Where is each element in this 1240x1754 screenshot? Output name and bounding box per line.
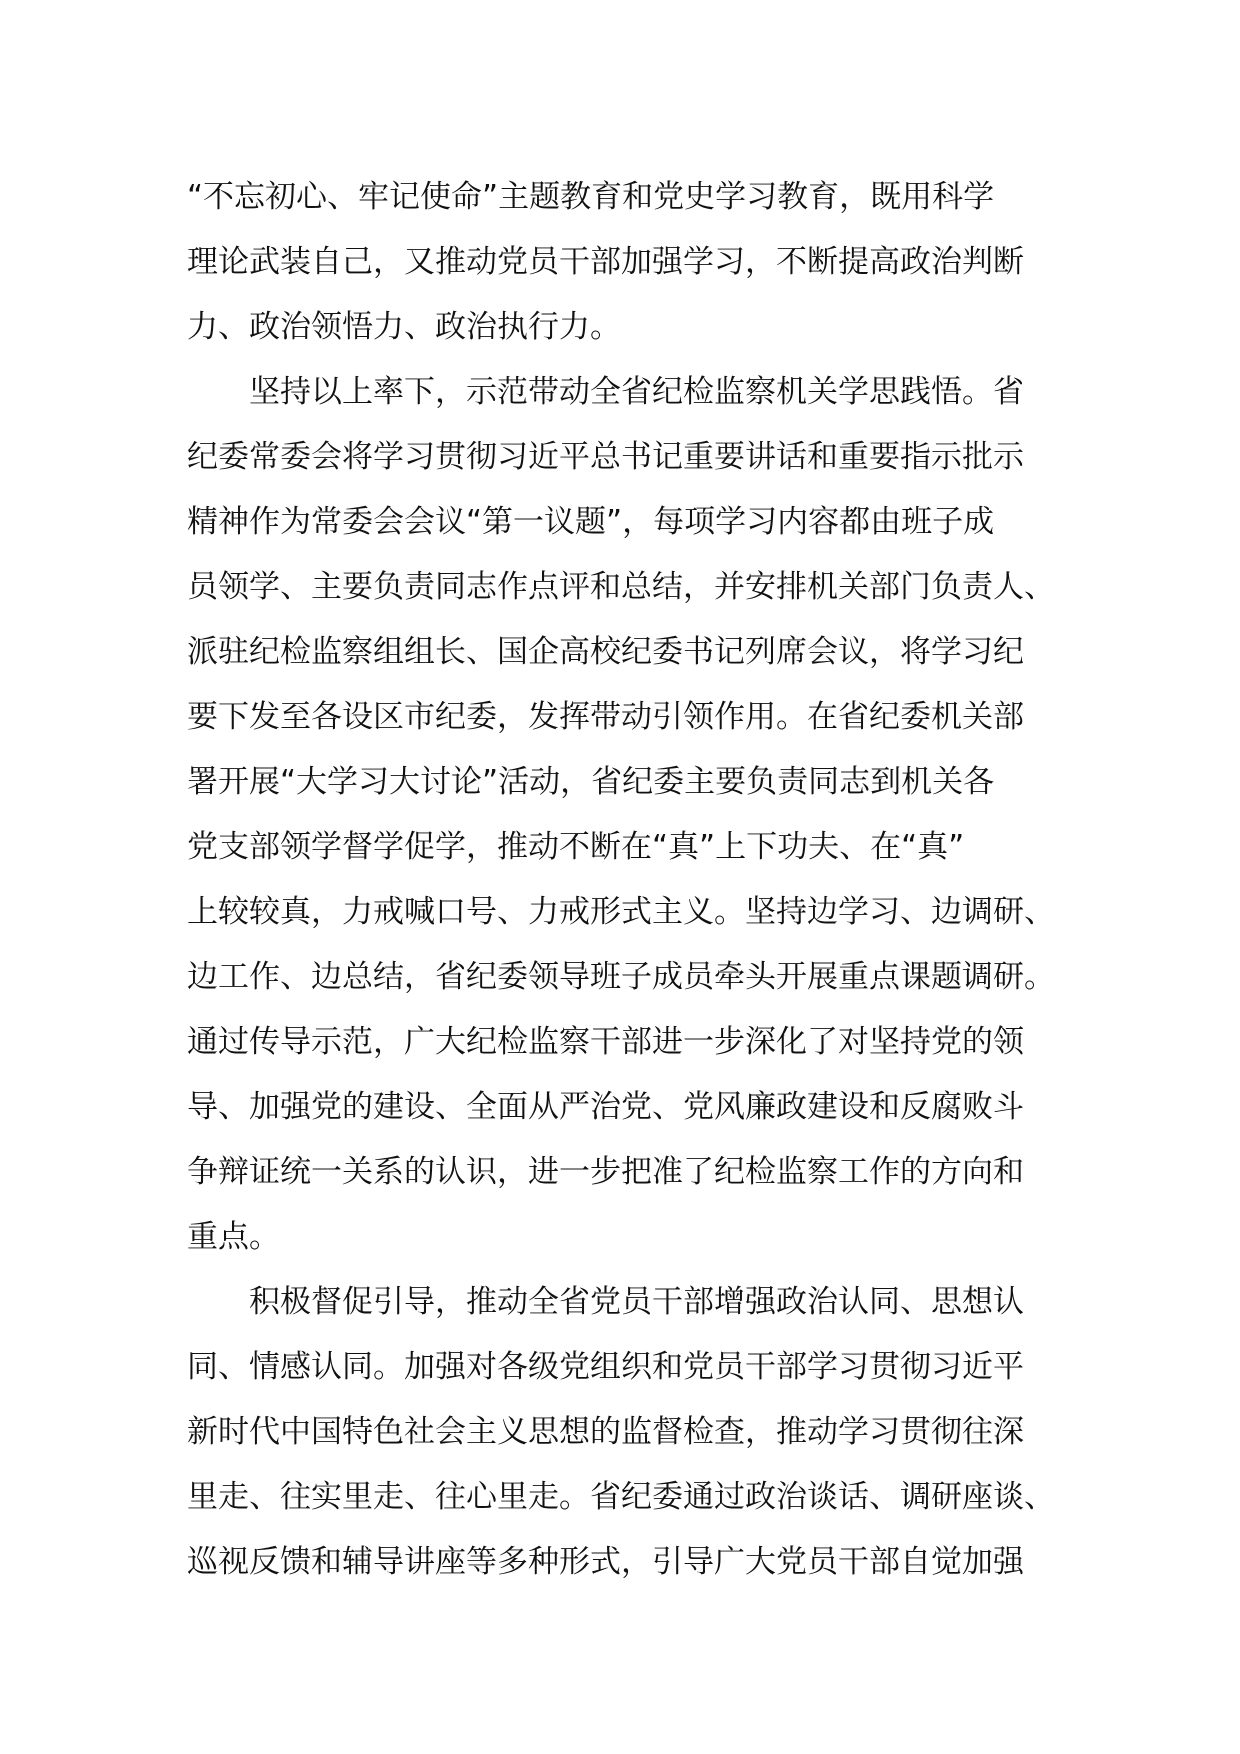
text-line: 新时代中国特色社会主义思想的监督检查，推动学习贯彻往深 <box>187 1414 1024 1450</box>
text-line: 党支部领学督学促学，推动不断在“真”上下功夫、在“真” <box>187 829 965 865</box>
text-line: 要下发至各设区市纪委，发挥带动引领作用。在省纪委机关部 <box>187 699 1024 735</box>
text-line: 里走、往实里走、往心里走。省纪委通过政治谈话、调研座谈、 <box>187 1479 1055 1515</box>
text-line: 精神作为常委会会议“第一议题”，每项学习内容都由班子成 <box>187 504 995 540</box>
paragraph-first-line: 积极督促引导，推动全省党员干部增强政治认同、思想认 <box>249 1284 1024 1320</box>
document-body <box>187 165 1067 1595</box>
text-line: 力、政治领悟力、政治执行力。 <box>187 309 621 345</box>
text-line: 同、情感认同。加强对各级党组织和党员干部学习贯彻习近平 <box>187 1349 1024 1385</box>
text-line: 争辩证统一关系的认识，进一步把准了纪检监察工作的方向和 <box>187 1154 1024 1190</box>
text-line: 导、加强党的建设、全面从严治党、党风廉政建设和反腐败斗 <box>187 1089 1024 1125</box>
text-line: 理论武装自己，又推动党员干部加强学习，不断提高政治判断 <box>187 244 1024 280</box>
text-line: 派驻纪检监察组组长、国企高校纪委书记列席会议，将学习纪 <box>187 634 1024 670</box>
text-line: 通过传导示范，广大纪检监察干部进一步深化了对坚持党的领 <box>187 1024 1024 1060</box>
text-line: “不忘初心、牢记使命”主题教育和党史学习教育，既用科学 <box>187 179 995 215</box>
text-line: 纪委常委会将学习贯彻习近平总书记重要讲话和重要指示批示 <box>187 439 1024 475</box>
text-line: 边工作、边总结，省纪委领导班子成员牵头开展重点课题调研。 <box>187 959 1055 995</box>
text-line: 重点。 <box>187 1219 280 1255</box>
text-line: 署开展“大学习大讨论”活动，省纪委主要负责同志到机关各 <box>187 764 995 800</box>
text-line: 上较较真，力戒喊口号、力戒形式主义。坚持边学习、边调研、 <box>187 894 1055 930</box>
text-line: 巡视反馈和辅导讲座等多种形式，引导广大党员干部自觉加强 <box>187 1544 1024 1580</box>
text-line: 员领学、主要负责同志作点评和总结，并安排机关部门负责人、 <box>187 569 1055 605</box>
paragraph-first-line: 坚持以上率下，示范带动全省纪检监察机关学思践悟。省 <box>249 374 1024 410</box>
